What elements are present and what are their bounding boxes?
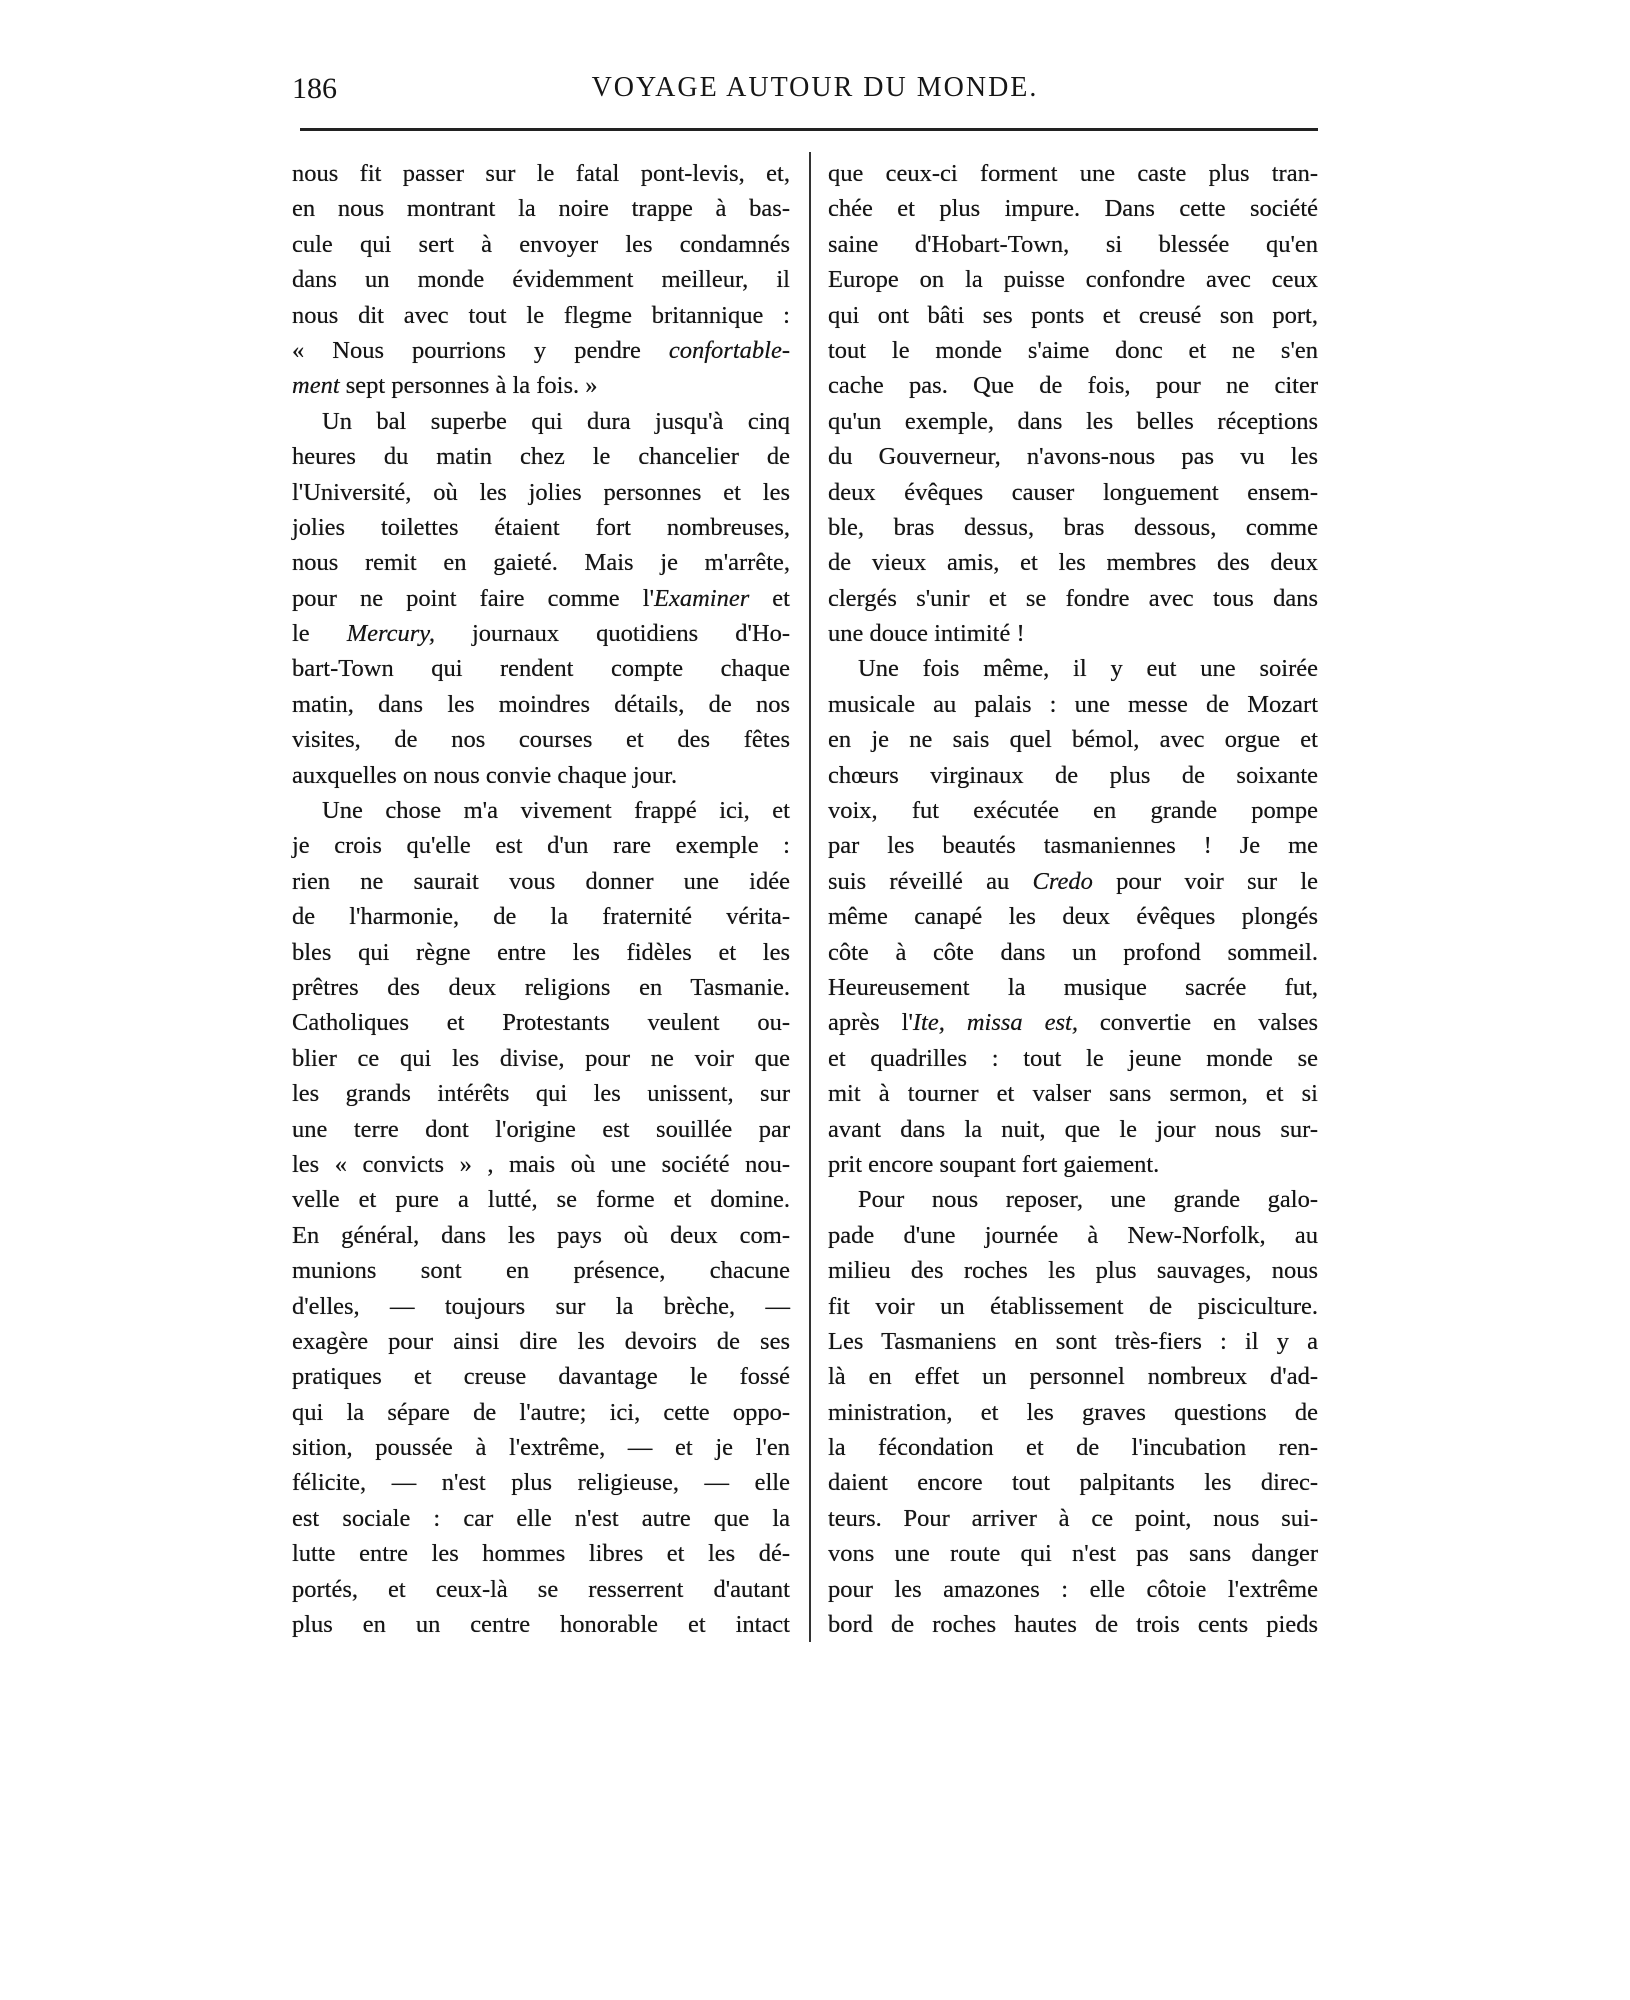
text-segment: que ceux-ci forment une caste plus tran- — [828, 160, 1318, 187]
text-line — [292, 1041, 790, 1076]
text-line — [828, 1182, 1318, 1217]
text-segment: chœurs virginaux de plus de soixante — [828, 761, 1318, 789]
text-line — [292, 404, 790, 439]
text-segment: musicale au palais : une messe de Mozart — [828, 690, 1318, 718]
text-line — [828, 510, 1318, 545]
text-segment: velle et pure a lutté, se forme et domine. — [292, 1186, 790, 1214]
text-line — [292, 1607, 790, 1642]
text-segment: bord de roches hautes de trois cents pieds — [828, 1611, 1318, 1639]
text-segment: avant dans la nuit, que le jour nous sur- — [828, 1115, 1318, 1143]
text-segment: bles qui règne entre les fidèles et les — [292, 938, 790, 966]
text-segment: prêtres des deux religions en Tasmanie. — [292, 973, 790, 1001]
text-segment: nous remit en gaieté. Mais je m'arrête, — [292, 549, 790, 577]
italic-text: Credo — [1032, 867, 1093, 895]
text-segment: la fécondation et de l'incubation ren- — [828, 1434, 1318, 1462]
text-line — [828, 828, 1318, 863]
text-line — [828, 475, 1318, 510]
italic-text: ment — [292, 372, 340, 400]
text-segment: ble, bras dessus, bras dessous, comme — [828, 513, 1318, 541]
text-segment: pratiques et creuse davantage le fossé — [292, 1363, 790, 1391]
text-line — [292, 1359, 790, 1394]
text-segment: le — [292, 620, 347, 648]
text-line — [828, 227, 1318, 262]
text-segment: Europe on la puisse confondre avec ceux — [828, 266, 1318, 294]
text-line — [292, 1324, 790, 1359]
text-line — [828, 793, 1318, 828]
text-segment: pour voir sur le — [1092, 867, 1319, 895]
text-segment: sept personnes à la fois. » — [339, 372, 598, 400]
text-line — [292, 1395, 790, 1430]
text-line — [292, 298, 790, 333]
text-segment: là en effet un personnel nombreux d'ad- — [828, 1363, 1318, 1391]
text-line — [828, 1218, 1318, 1253]
text-line — [292, 262, 790, 297]
text-line — [828, 1289, 1318, 1324]
text-line — [292, 722, 790, 757]
text-line — [828, 1395, 1318, 1430]
page-number: 186 — [292, 72, 337, 105]
text-line — [828, 1607, 1318, 1642]
text-segment: Une chose m'a vivement frappé ici, et — [322, 797, 790, 825]
text-line — [292, 1005, 790, 1040]
text-segment: dans un monde évidemment meilleur, il — [292, 266, 790, 294]
text-segment: portés, et ceux-là se resserrent d'autant — [292, 1575, 790, 1603]
text-segment: ministration, et les graves questions de — [828, 1398, 1318, 1426]
text-segment: fit voir un établissement de pisciculture. — [828, 1292, 1318, 1320]
text-segment: exagère pour ainsi dire les devoirs de ses — [292, 1327, 790, 1355]
text-line — [828, 616, 1318, 651]
text-segment: sition, poussée à l'extrême, — et je l'en — [292, 1434, 790, 1462]
text-segment: Heureusement la musique sacrée fut, — [828, 973, 1318, 1001]
text-line — [828, 156, 1318, 191]
text-line — [292, 864, 790, 899]
text-line — [292, 1218, 790, 1253]
text-segment: qui ont bâti ses ponts et creusé son port, — [828, 301, 1318, 329]
text-segment: même canapé les deux évêques plongés — [828, 903, 1318, 931]
text-line — [292, 1182, 790, 1217]
text-line — [828, 1501, 1318, 1536]
text-line — [292, 475, 790, 510]
text-segment: d'elles, — toujours sur la brèche, — — [292, 1292, 790, 1320]
text-segment: jolies toilettes étaient fort nombreuses, — [292, 513, 790, 541]
italic-text: Mercury, — [346, 620, 435, 648]
text-line — [292, 439, 790, 474]
text-segment: en je ne sais quel bémol, avec orgue et — [828, 726, 1318, 754]
text-line — [292, 793, 790, 828]
text-segment: clergés s'unir et se fondre avec tous dans — [828, 584, 1318, 612]
column-divider — [809, 152, 811, 1642]
text-segment: et — [749, 584, 790, 612]
text-segment: daient encore tout palpitants les direc- — [828, 1469, 1318, 1497]
text-segment: rien ne saurait vous donner une idée — [292, 867, 790, 895]
text-line — [828, 864, 1318, 899]
text-segment: visites, de nos courses et des fêtes — [292, 726, 790, 754]
text-line — [828, 439, 1318, 474]
text-segment: matin, dans les moindres détails, de nos — [292, 690, 790, 718]
text-line — [292, 935, 790, 970]
text-segment: les grands intérêts qui les unissent, sur — [292, 1080, 790, 1108]
text-segment: deux évêques causer longuement ensem- — [828, 478, 1318, 506]
text-line — [828, 1112, 1318, 1147]
text-line — [292, 581, 790, 616]
text-line — [292, 1289, 790, 1324]
text-line — [828, 970, 1318, 1005]
text-segment: de vieux amis, et les membres des deux — [828, 549, 1318, 577]
text-line — [828, 687, 1318, 722]
text-line — [292, 758, 790, 793]
text-segment: blier ce qui les divise, pour ne voir que — [292, 1044, 790, 1072]
text-segment: félicite, — n'est plus religieuse, — elle — [292, 1469, 790, 1497]
text-line — [292, 616, 790, 651]
text-line — [828, 1076, 1318, 1111]
text-segment: vons une route qui n'est pas sans danger — [828, 1540, 1318, 1568]
text-line — [828, 722, 1318, 757]
text-line — [292, 1430, 790, 1465]
text-line — [292, 1076, 790, 1111]
text-segment: En général, dans les pays où deux com- — [292, 1221, 790, 1249]
text-segment: l'Université, où les jolies personnes et les — [292, 478, 790, 506]
italic-text: Examiner — [653, 584, 750, 612]
text-line — [828, 1572, 1318, 1607]
text-segment: de l'harmonie, de la fraternité vérita- — [292, 903, 790, 931]
text-line — [828, 545, 1318, 580]
running-title: VOYAGE AUTOUR DU MONDE. — [591, 72, 1039, 103]
text-line — [828, 1465, 1318, 1500]
text-line — [828, 935, 1318, 970]
text-line — [292, 368, 790, 403]
text-line — [292, 510, 790, 545]
text-segment: du Gouverneur, n'avons-nous pas vu les — [828, 443, 1318, 471]
text-line — [828, 651, 1318, 686]
text-line — [292, 970, 790, 1005]
text-line — [292, 191, 790, 226]
text-line — [292, 828, 790, 863]
text-line — [828, 368, 1318, 403]
text-segment: chée et plus impure. Dans cette société — [828, 195, 1318, 223]
text-segment: en nous montrant la noire trappe à bas- — [292, 195, 790, 223]
text-line — [292, 1501, 790, 1536]
text-segment: « Nous pourrions y pendre — [292, 336, 669, 364]
text-line — [828, 333, 1318, 368]
text-line — [828, 191, 1318, 226]
text-segment: convertie en valses — [1077, 1009, 1318, 1037]
text-segment: milieu des roches les plus sauvages, nous — [828, 1257, 1318, 1285]
text-segment: suis réveillé au — [828, 867, 1033, 895]
text-segment: les « convicts » , mais où une société nou- — [292, 1150, 790, 1178]
text-line — [828, 298, 1318, 333]
text-segment: bart-Town qui rendent compte chaque — [292, 655, 790, 683]
text-segment: pour les amazones : elle côtoie l'extrême — [828, 1575, 1318, 1603]
text-line — [828, 1324, 1318, 1359]
right-column — [828, 156, 1318, 1642]
text-segment: voix, fut exécutée en grande pompe — [828, 797, 1318, 825]
text-line — [292, 1465, 790, 1500]
text-line — [292, 1536, 790, 1571]
text-segment: et quadrilles : tout le jeune monde se — [828, 1044, 1318, 1072]
text-segment: teurs. Pour arriver à ce point, nous sui- — [828, 1504, 1318, 1532]
text-segment: lutte entre les hommes libres et les dé- — [292, 1540, 790, 1568]
text-line — [292, 1253, 790, 1288]
left-column — [292, 156, 790, 1642]
text-segment: Les Tasmaniens en sont très-fiers : il y a — [828, 1327, 1318, 1355]
text-segment: une douce intimité ! — [828, 620, 1025, 648]
text-segment: nous fit passer sur le fatal pont-levis, et, — [292, 160, 790, 187]
italic-text: confortable- — [668, 336, 790, 364]
text-segment: je crois qu'elle est d'un rare exemple : — [292, 832, 790, 860]
text-segment: qu'un exemple, dans les belles réceptions — [828, 407, 1318, 435]
text-line — [292, 545, 790, 580]
text-segment: Une fois même, il y eut une soirée — [858, 655, 1318, 683]
text-line — [828, 1430, 1318, 1465]
text-segment: saine d'Hobart-Town, si blessée qu'en — [828, 230, 1318, 258]
text-line — [292, 899, 790, 934]
text-segment: munions sont en présence, chacune — [292, 1257, 790, 1285]
text-line — [828, 1359, 1318, 1394]
header-rule — [300, 128, 1318, 131]
text-segment: après l' — [828, 1009, 913, 1037]
text-line — [828, 1253, 1318, 1288]
text-segment: une terre dont l'origine est souillée par — [292, 1115, 790, 1143]
text-segment: auxquelles on nous convie chaque jour. — [292, 761, 678, 789]
text-line — [292, 1112, 790, 1147]
text-line — [292, 687, 790, 722]
text-segment: Pour nous reposer, une grande galo- — [858, 1186, 1318, 1214]
text-line — [828, 1041, 1318, 1076]
text-segment: nous dit avec tout le flegme britannique : — [292, 301, 790, 329]
text-line — [292, 156, 790, 191]
text-segment: tout le monde s'aime donc et ne s'en — [828, 336, 1318, 364]
text-segment: côte à côte dans un profond sommeil. — [828, 938, 1318, 966]
text-line — [828, 1536, 1318, 1571]
text-segment: cache pas. Que de fois, pour ne citer — [828, 372, 1318, 400]
text-segment: Catholiques et Protestants veulent ou- — [292, 1009, 790, 1037]
text-line — [828, 262, 1318, 297]
text-segment: plus en un centre honorable et intact — [292, 1611, 790, 1639]
text-line — [828, 581, 1318, 616]
text-line — [828, 758, 1318, 793]
text-line — [828, 899, 1318, 934]
text-segment: Un bal superbe qui dura jusqu'à cinq — [322, 407, 790, 435]
text-segment: mit à tourner et valser sans sermon, et si — [828, 1080, 1318, 1108]
text-segment: par les beautés tasmaniennes ! Je me — [828, 832, 1318, 860]
text-segment: qui la sépare de l'autre; ici, cette oppo- — [292, 1398, 790, 1426]
text-segment: pour ne point faire comme l' — [292, 584, 654, 612]
text-line — [292, 1147, 790, 1182]
text-line — [828, 404, 1318, 439]
text-segment: prit encore soupant fort gaiement. — [828, 1150, 1160, 1178]
text-line — [292, 333, 790, 368]
text-line — [292, 651, 790, 686]
text-line — [828, 1147, 1318, 1182]
italic-text: Ite, missa est, — [912, 1009, 1078, 1037]
text-segment: journaux quotidiens d'Ho- — [434, 620, 791, 648]
text-line — [828, 1005, 1318, 1040]
text-segment: pade d'une journée à New-Norfolk, au — [828, 1221, 1318, 1249]
text-segment: cule qui sert à envoyer les condamnés — [292, 230, 790, 258]
text-line — [292, 227, 790, 262]
text-line — [292, 1572, 790, 1607]
text-segment: heures du matin chez le chancelier de — [292, 443, 790, 471]
text-segment: est sociale : car elle n'est autre que la — [292, 1504, 790, 1532]
